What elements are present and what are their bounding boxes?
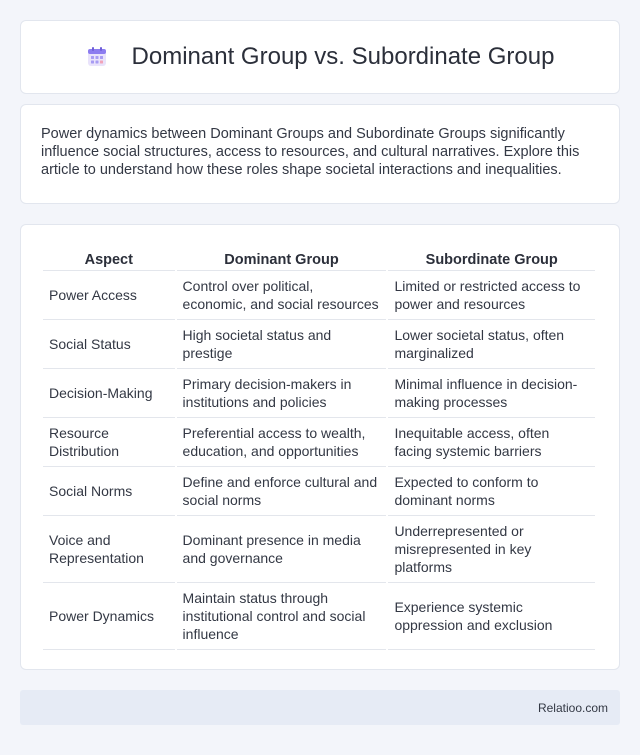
cell-dominant: High societal status and prestige (177, 320, 387, 369)
cell-dominant: Dominant presence in media and governance (177, 516, 387, 583)
cell-aspect: Decision-Making (43, 369, 175, 418)
cell-aspect: Power Access (43, 271, 175, 320)
cell-aspect: Social Norms (43, 467, 175, 516)
cell-aspect: Resource Distribution (43, 418, 175, 467)
calendar-grid-icon (86, 46, 108, 68)
table-header-row (43, 245, 595, 271)
table-row (43, 418, 595, 467)
cell-dominant: Control over political, economic, and social resources (177, 271, 387, 320)
cell-aspect: Social Status (43, 320, 175, 369)
cell-dominant: Maintain status through institutional control and social influence (177, 583, 387, 650)
cell-aspect: Voice and Representation (43, 516, 175, 583)
column-header-aspect: Aspect (43, 245, 175, 271)
cell-subordinate: Minimal influence in decision-making processes (388, 369, 595, 418)
cell-subordinate: Underrepresented or misrepresented in key platforms (388, 516, 595, 583)
table-row (43, 516, 595, 583)
cell-subordinate: Expected to conform to dominant norms (388, 467, 595, 516)
table-row (43, 271, 595, 320)
comparison-card (20, 224, 620, 670)
cell-subordinate: Lower societal status, often marginalized (388, 320, 595, 369)
cell-subordinate: Experience systemic oppression and exclusion (388, 583, 595, 650)
column-header-subordinate: Subordinate Group (388, 245, 595, 271)
cell-aspect: Power Dynamics (43, 583, 175, 650)
page-title: Dominant Group vs. Subordinate Group (131, 43, 555, 70)
cell-subordinate: Inequitable access, often facing systemic barriers (388, 418, 595, 467)
footer-bar (20, 690, 620, 725)
table-row (43, 467, 595, 516)
cell-dominant: Define and enforce cultural and social norms (177, 467, 387, 516)
cell-subordinate: Limited or restricted access to power and resources (388, 271, 595, 320)
footer-brand: Relatioo.com (537, 700, 608, 715)
table-row (43, 583, 595, 650)
comparison-table (41, 245, 597, 650)
table-row (43, 369, 595, 418)
title-card (20, 20, 620, 94)
table-row (43, 320, 595, 369)
intro-card (20, 104, 620, 204)
column-header-dominant: Dominant Group (177, 245, 387, 271)
cell-dominant: Preferential access to wealth, education, and opportunities (177, 418, 387, 467)
intro-paragraph: Power dynamics between Dominant Groups and Subordinate Groups significantly influence social structures, access to resources, and cultural narratives. Explore this article to understand how these roles shape societal interactions and inequalities. (41, 126, 580, 178)
cell-dominant: Primary decision-makers in institutions and policies (177, 369, 387, 418)
